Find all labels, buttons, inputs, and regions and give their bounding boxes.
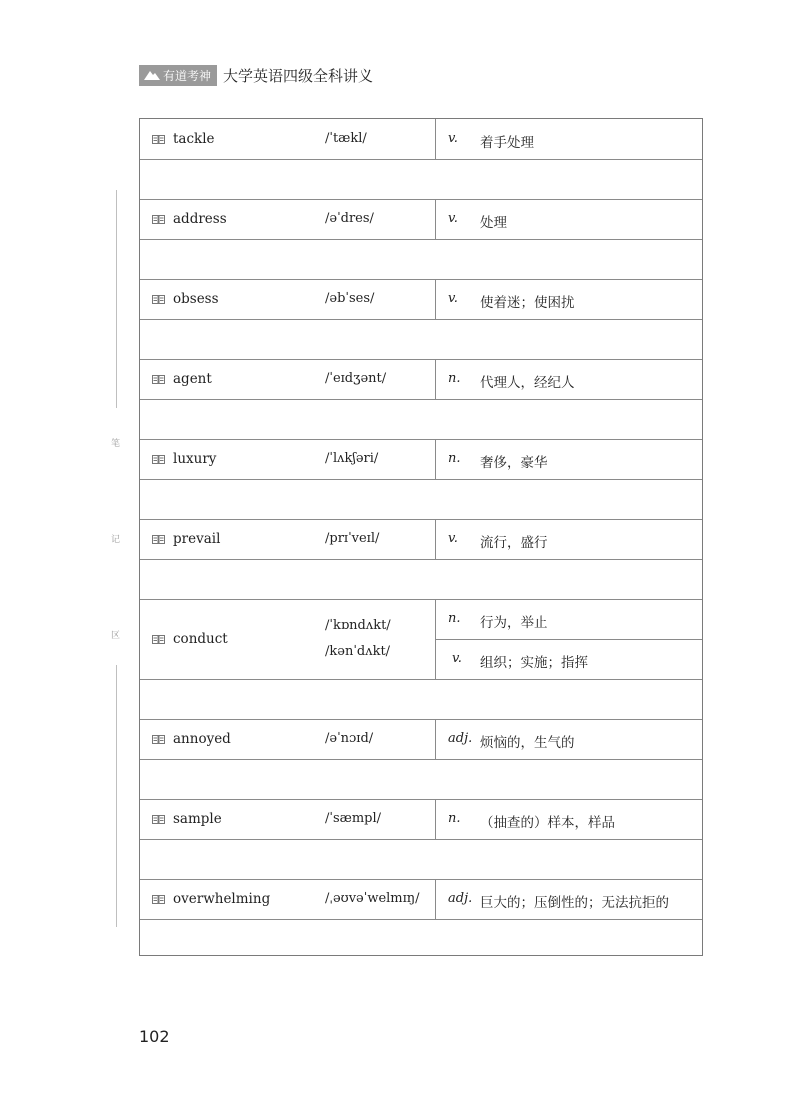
entry-word: luxury	[173, 451, 217, 467]
entry-word: overwhelming	[173, 891, 271, 907]
vocab-entry	[140, 799, 702, 839]
chinese-meaning: 流行，盛行	[480, 535, 548, 551]
chinese-meaning: 使着迷；使困扰	[480, 295, 575, 311]
book-title: 大学英语四级全科讲义	[223, 66, 374, 85]
book-icon	[152, 295, 165, 304]
notes-label-char: 笔	[111, 439, 121, 449]
entry-phonetic: /əˈdres/	[325, 211, 374, 226]
row-divider	[140, 679, 702, 680]
part-of-speech: adj.	[448, 891, 473, 906]
notes-label-char: 记	[111, 535, 121, 545]
chinese-meaning: （抽查的）样本，样品	[480, 815, 615, 831]
entry-definition	[448, 611, 548, 631]
row-divider	[140, 319, 702, 320]
book-icon	[152, 635, 165, 644]
vocab-entry	[140, 199, 702, 239]
chinese-meaning: 巨大的；压倒性的；无法抗拒的	[480, 895, 669, 911]
brand-logo	[139, 65, 217, 86]
entry-definition	[448, 211, 507, 231]
entry-word: prevail	[173, 531, 221, 547]
entry-phonetic: /ˈsæmpl/	[325, 811, 382, 826]
row-divider	[140, 559, 702, 560]
part-of-speech: n.	[448, 371, 461, 386]
vocab-entry	[140, 599, 702, 679]
vocab-entry	[140, 879, 702, 919]
entry-phonetic: /ˌəʊvəˈwelmɪŋ/	[325, 891, 420, 906]
entry-word: conduct	[173, 631, 228, 647]
part-of-speech: adj.	[448, 731, 473, 746]
page-header	[139, 64, 373, 86]
chinese-meaning: 行为，举止	[480, 615, 548, 631]
part-of-speech: n.	[448, 611, 461, 626]
book-icon	[152, 535, 165, 544]
entry-definition	[448, 371, 575, 391]
entry-definition	[448, 731, 575, 751]
vocab-entry	[140, 439, 702, 479]
row-divider	[140, 759, 702, 760]
entry-word: agent	[173, 371, 212, 387]
chinese-meaning: 处理	[480, 215, 507, 231]
entry-definition	[448, 291, 575, 311]
entry-phonetic: /ˈeɪdʒənt/	[325, 371, 387, 386]
row-divider	[140, 839, 702, 840]
book-icon	[152, 375, 165, 384]
part-of-speech: n.	[448, 451, 461, 466]
book-icon	[152, 815, 165, 824]
entry-definition	[448, 131, 534, 151]
entry-definition	[448, 531, 548, 551]
row-divider	[140, 399, 702, 400]
entry-word: tackle	[173, 131, 215, 147]
notes-divider-bottom	[116, 665, 117, 927]
chinese-meaning: 组织；实施；指挥	[480, 655, 588, 671]
notes-divider-top	[116, 190, 117, 408]
chinese-meaning: 烦恼的，生气的	[480, 735, 575, 751]
part-of-speech: n.	[448, 811, 461, 826]
entry-phonetic-alt: /kənˈdʌkt/	[325, 644, 391, 659]
entry-phonetic: /ˈtækl/	[325, 131, 367, 146]
entry-word: address	[173, 211, 227, 227]
row-divider	[140, 919, 702, 920]
part-of-speech: v.	[448, 211, 458, 226]
vocab-entry	[140, 279, 702, 319]
brand-name: 有道考神	[163, 68, 212, 83]
entry-word: sample	[173, 811, 222, 827]
chinese-meaning: 代理人，经纪人	[480, 375, 575, 391]
entry-phonetic: /ˈlʌkʃəri/	[325, 451, 379, 466]
vocab-entry	[140, 719, 702, 759]
vocab-entry	[140, 359, 702, 399]
vocab-entry	[140, 519, 702, 559]
vocabulary-table	[139, 118, 703, 956]
book-icon	[152, 135, 165, 144]
part-of-speech: v.	[448, 291, 458, 306]
brand-mark-icon	[143, 69, 161, 81]
notes-label-char: 区	[111, 631, 121, 641]
entry-definition	[448, 451, 548, 471]
entry-phonetic: /əˈnɔɪd/	[325, 731, 374, 746]
definition-divider	[436, 639, 702, 640]
page-number: 102	[139, 1027, 170, 1046]
chinese-meaning: 奢侈，豪华	[480, 455, 548, 471]
entry-word: annoyed	[173, 731, 231, 747]
part-of-speech: v.	[448, 531, 458, 546]
book-icon	[152, 455, 165, 464]
entry-phonetic: /ˈkɒndʌkt/	[325, 618, 391, 633]
book-icon	[152, 735, 165, 744]
row-divider	[140, 239, 702, 240]
part-of-speech: v.	[448, 131, 458, 146]
book-icon	[152, 895, 165, 904]
part-of-speech: v.	[452, 651, 462, 666]
row-divider	[140, 479, 702, 480]
entry-word: obsess	[173, 291, 219, 307]
entry-definition	[452, 651, 588, 671]
book-icon	[152, 215, 165, 224]
entry-definition	[448, 891, 669, 911]
vocab-entry	[140, 119, 702, 159]
entry-phonetic: /prɪˈveɪl/	[325, 531, 380, 546]
row-divider	[140, 159, 702, 160]
entry-definition	[448, 811, 615, 831]
entry-phonetic: /əbˈses/	[325, 291, 375, 306]
chinese-meaning: 着手处理	[480, 135, 534, 151]
